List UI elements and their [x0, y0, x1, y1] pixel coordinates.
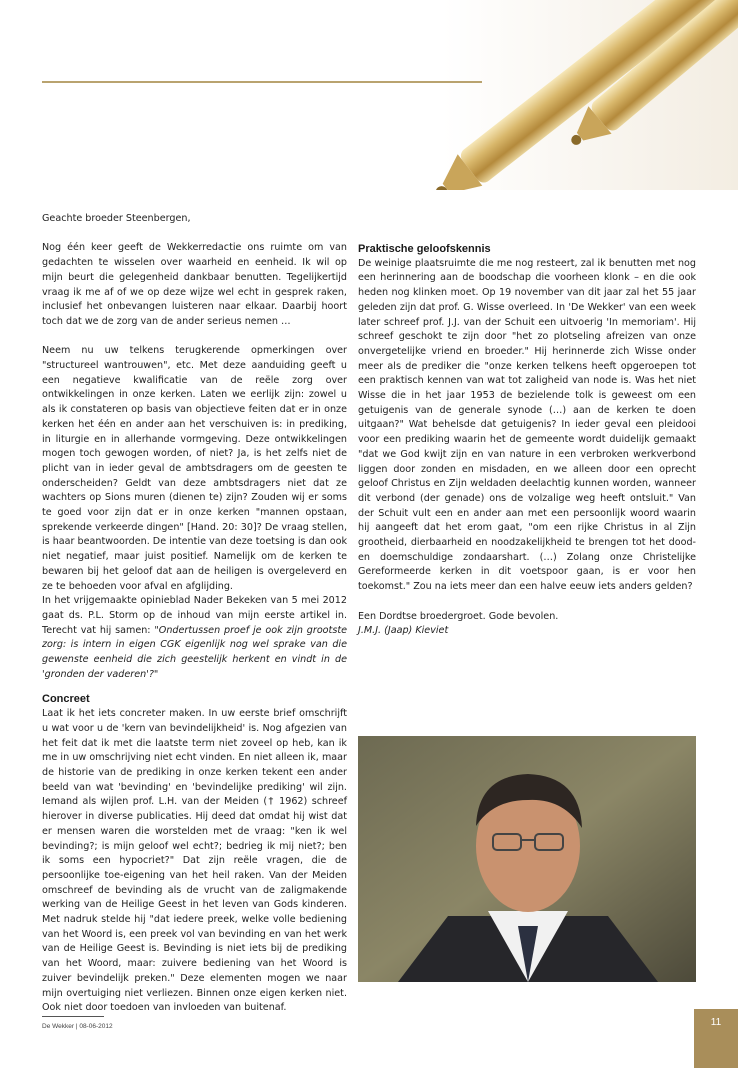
paragraph-1: Nog één keer geeft de Wekkerredactie ons ruimte om van gedachten te wisselen over waarheid en eenheid. Ik wil op mijn beurt die gelegenheid dankbaar benutten. Tegelijkertijd vraag ik me af of we op deze wijze wel echt in gesprek raken, inclusief het onbevangen luisteren naar elkaar. Daarbij hoort toch dat we de zorg van de ander serieus nemen … [42, 242, 347, 327]
heading-concreet: Concreet [42, 693, 90, 706]
footer-rule [42, 1016, 104, 1017]
author-photo [358, 736, 696, 982]
header-rule [42, 81, 482, 83]
salutation: Geachte broeder Steenbergen, [42, 213, 191, 224]
closing: Een Dordtse broedergroet. Gode bevolen. [358, 610, 559, 622]
author-signature: J.M.J. (Jaap) Kieviet [358, 625, 449, 637]
page-number-box [694, 1009, 738, 1068]
paragraph-5: De weinige plaatsruimte die me nog resteert, zal ik benutten met nog een herinnering aan de boodschap die voorheen klonk – en die ook heden nog klinken moet. Op 19 november van dit jaar zal het 55 jaar geleden zijn dat prof. G. Wisse overleed. In 'De Wekker' van een week later schreef prof. J.J. van der Schuit een uitvoerig 'In memoriam'. Hij schreef geschokt te zijn door "het zo plotseling afreizen van onze onvergetelijke vriend en broeder." Hij herinnerde zich Wisse onder meer als de prediker die "onze kerken telkens heeft opgeroepen tot een praktisch kennen van wat tot zaligheid van node is. Was het niet Wisse die in het jaar 1953 de bezielende tolk is geweest om een getuigenis van de generale synode (…) aan de kerken te doen uitgaan?" Wat behelsde dat getuigenis? In ieder geval een pleidooi voor een prediking waarin het de gemeente wordt duidelijk gemaakt "dat we God kwijt zijn en van nature in een verbroken werkverbond liggen door zonden en misdaden, en we alleen door een oprecht geloof Christus en Zijn weldaden deelachtig kunnen worden, wanneer dit verbond (der genade) ons de volzalige weg heeft ontsluit." Van der Schuit vult een en ander aan met een persoonlijk woord waarin hij aangeeft dat het erom gaat, "om een rijke Christus in al Zijn grootheid, dierbaarheid en noodzakelijkheid te brengen tot het dood- en doemschuldige zondaarshart. (…) Zolang onze Christelijke Gereformeerde kerken in dit voetspoor gaan, is er voor hen toekomst." Zou na iets meer dan een halve eeuw iets anders gelden? [358, 257, 696, 593]
right-column [358, 240, 696, 639]
paragraph-4: Laat ik het iets concreter maken. In uw eerste brief omschrijft u wat voor u de 'kern van bevindelijkheid' is. Nog afgezien van het feit dat ik met die laatste term niet zoveel op heb, kan ik me in uw omschrijving niet echt vinden. En niet alleen ik, maar de historie van de prediking in onze kerken tekent een ander beeld van wat 'bevinding' en 'bevindelijke prediking' wil zijn. Iemand als wijlen prof. L.H. van der Meiden († 1962) schreef hierover in diverse publicaties. Hij deed dat omdat hij wist dat er mensen waren die worstelden met de vraag: "ken ik wel bevinding?; is mijn geloof wel echt?; bedrieg ik mij niet?; ben ik soms een hypocriet?" Dat zijn reële vragen, die de persoonlijke toe-eigening van het heil raken. Van der Meiden omschreef de bevinding als de vrucht van de zaligmakende werking van de Heilige Geest in het leven van Gods kinderen. Met nadruk stelde hij "dat iedere preek, welke volle bediening van het Woord is, een preek vol van bevinding en van het werk van de Heilige Geest is. Bevinding is niet iets bij de prediking van het Woord, maar: zuivere bediening van het Woord is zuiver bevindelijk preken." Deze elementen mogen we naar mijn overtuiging niet verliezen. Binnen onze eigen kerken niet. Ook niet door toedoen van invloeden van buitenaf. [42, 708, 347, 1014]
heading-praktische-geloofskennis: Praktische geloofskennis [358, 243, 491, 255]
footer-publication: De Wekker | 08-06-2012 [42, 1023, 113, 1030]
paragraph-2: Neem nu uw telkens terugkerende opmerkingen over "structureel wantrouwen", etc. Met deze aanduiding geeft u een negatieve kwalificatie van de reële zorg over ontwikkelingen in onze kerken. Laten we eerlijk zijn: zowel u als ik constateren op basis van objectieve feiten dat er in onze kerken het één en ander aan het verschuiven is: in prediking, in liturgie en in allerhande vormgeving. Deze ontwikkelingen mogen toch gewogen worden, of niet? Ja, is het zelfs niet de plicht van in ieder geval de ambtsdragers om de geesten te onderscheiden? Geldt van deze ambtsdragers niet dat ze wachters op Sions muren (dienen te) zijn? Zouden wij er soms te goed voor zijn dat er in onze kerken "mannen opstaan, sprekende verkeerde dingen" [Hand. 20: 30]? De vraag stellen, is haar beantwoorden. De intentie van deze toetsing is dan ook niet negatief, maar juist positief. Namelijk om de kerken te bewaren bij het geloof dat aan de heiligen is overgeleverd en ze te behoeden voor afval en afglijding. [42, 345, 347, 592]
paragraph-3: In het vrijgemaakte opinieblad Nader Bekeken van 5 mei 2012 gaat ds. P.L. Storm op de inhoud van mijn eerste artikel in. Terecht vat hij samen: "Ondertussen proef je ook zijn grootste zorg: is intern in eigen CGK eigenlijk nog wel sprake van die gewenste eenheid die zich geestelijk herkent en vindt in de 'gronden der vaderen'?" [42, 595, 347, 680]
quote: "Ondertussen proef je ook zijn grootste zorg: is intern in eigen CGK eigenlijk nog wel sprake van die gewenste eenheid die zich geestelijk herkent en vindt in de 'gronden der vaderen'?" [42, 624, 347, 680]
left-column [42, 212, 347, 1016]
header-pens-image [0, 0, 738, 190]
page-number: 11 [710, 1017, 722, 1028]
